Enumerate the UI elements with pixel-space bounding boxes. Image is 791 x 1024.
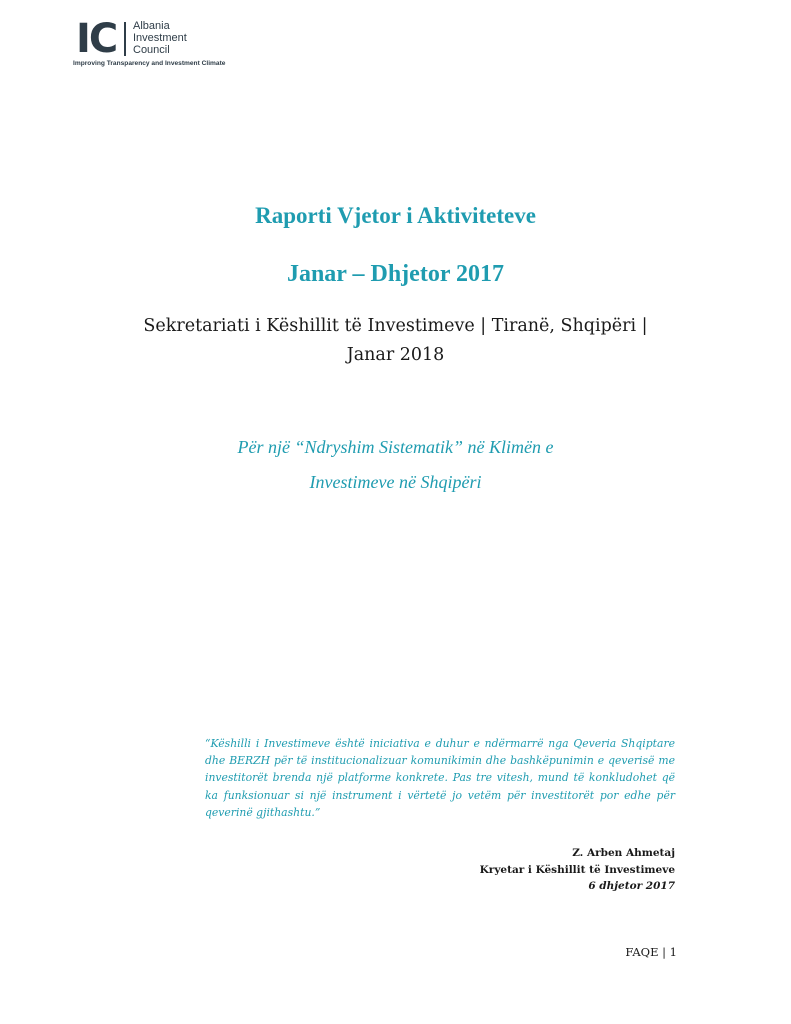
- logo-name: [133, 20, 187, 56]
- logo-name-line: Council: [133, 44, 170, 56]
- logo-mark: IC: [76, 16, 117, 62]
- report-title: Raporti Vjetor i Aktiviteteve: [255, 203, 536, 228]
- report-period: Janar – Dhjetor 2017: [286, 261, 505, 287]
- page-number: FAQE | 1: [625, 945, 677, 959]
- signature-date: 6 dhjetor 2017: [588, 880, 675, 892]
- aic-logo: [73, 18, 263, 74]
- subtitle-line: Sekretariati i Këshillit të Investimeve | Tiranë, Shqipëri |: [143, 316, 648, 336]
- signature-role: Kryetar i Këshillit të Investimeve: [479, 863, 675, 876]
- report-motto: [0, 430, 791, 500]
- logo-name-line: Investment: [133, 32, 187, 44]
- subtitle-line: Janar 2018: [346, 345, 445, 365]
- signature-name: Z. Arben Ahmetaj: [572, 847, 675, 859]
- logo-divider: [124, 22, 126, 56]
- logo-name-line: Albania: [133, 20, 170, 32]
- report-subtitle: [0, 312, 791, 370]
- motto-line: Për një “Ndryshim Sistematik” në Klimën e: [237, 437, 554, 457]
- motto-line: Investimeve në Shqipëri: [309, 472, 482, 492]
- signature-block: [400, 845, 675, 895]
- logo-tagline: Improving Transparency and Investment Climate: [73, 60, 226, 67]
- quote-text: “Këshilli i Investimeve është iniciativa e duhur e ndërmarrë nga Qeveria Shqiptare dhe BERZH për të institucionalizuar komunikimin dhe bashkëpunimin e qeverisë me investitorët brenda një platforme konkrete. Pas tre vitesh, mund të konkludohet që ka funksionuar si një instrument i vërtetë jo vetëm për investitorët por edhe për qeverinë gjithashtu.”: [205, 737, 675, 819]
